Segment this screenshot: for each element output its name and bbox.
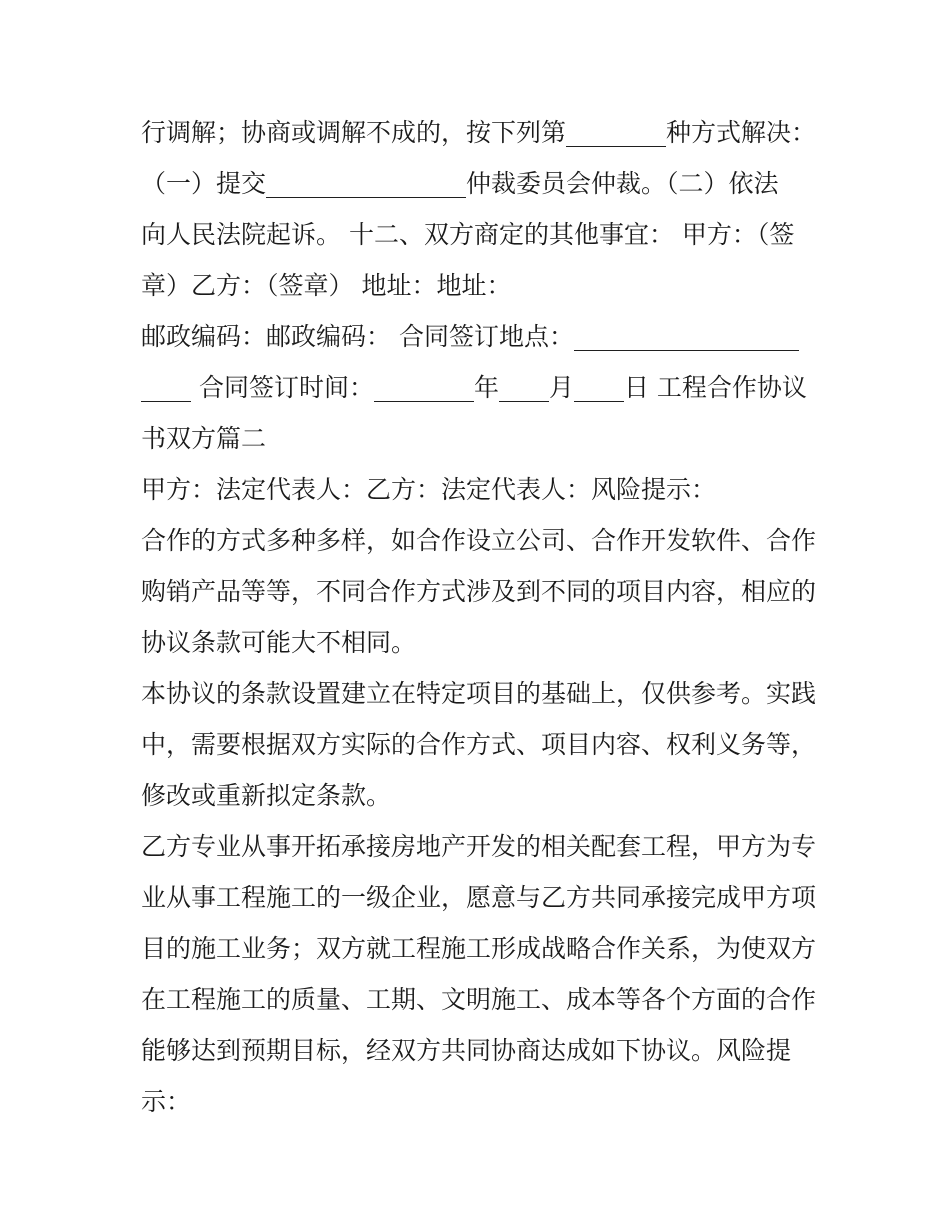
text-line-18: 在工程施工的质量、工期、文明施工、成本等各个方面的合作 (141, 985, 817, 1014)
text-line-5: 邮政编码：邮政编码： 合同签订地点：__________________ (141, 322, 799, 351)
text-line-10: 购销产品等等，不同合作方式涉及到不同的项目内容，相应的 (141, 577, 817, 606)
text-line-3: 向人民法院起诉。 十二、双方商定的其他事宜： 甲方：（签 (141, 220, 795, 249)
text-line-16: 业从事工程施工的一级企业，愿意与乙方共同承接完成甲方项 (141, 883, 817, 912)
text-line-2: （一）提交________________仲裁委员会仲裁。（二）依法 (141, 169, 779, 198)
text-line-11: 协议条款可能大不相同。 (141, 628, 417, 657)
text-line-17: 目的施工业务；双方就工程施工形成战略合作关系，为使双方 (141, 934, 817, 963)
text-line-9: 合作的方式多种多样，如合作设立公司、合作开发软件、合作 (141, 526, 817, 555)
text-line-12: 本协议的条款设置建立在特定项目的基础上，仅供参考。实践 (141, 679, 817, 708)
text-line-14: 修改或重新拟定条款。 (141, 781, 392, 810)
document-body (141, 107, 821, 1127)
text-line-1: 行调解；协商或调解不成的，按下列第________种方式解决： (141, 118, 817, 147)
text-line-13: 中，需要根据双方实际的合作方式、项目内容、权利义务等， (141, 730, 817, 759)
text-line-19: 能够达到预期目标，经双方共同协商达成如下协议。风险提 (141, 1036, 792, 1065)
text-line-6: ____ 合同签订时间：________年____月____日 工程合作协议 (141, 373, 807, 402)
text-line-15: 乙方专业从事开拓承接房地产开发的相关配套工程，甲方为专 (141, 832, 817, 861)
text-line-20: 示： (141, 1087, 192, 1116)
text-line-8: 甲方：法定代表人：乙方：法定代表人：风险提示： (141, 475, 717, 504)
text-line-4: 章）乙方：（签章） 地址：地址： (141, 271, 512, 300)
text-line-7: 书双方篇二 (141, 424, 267, 453)
